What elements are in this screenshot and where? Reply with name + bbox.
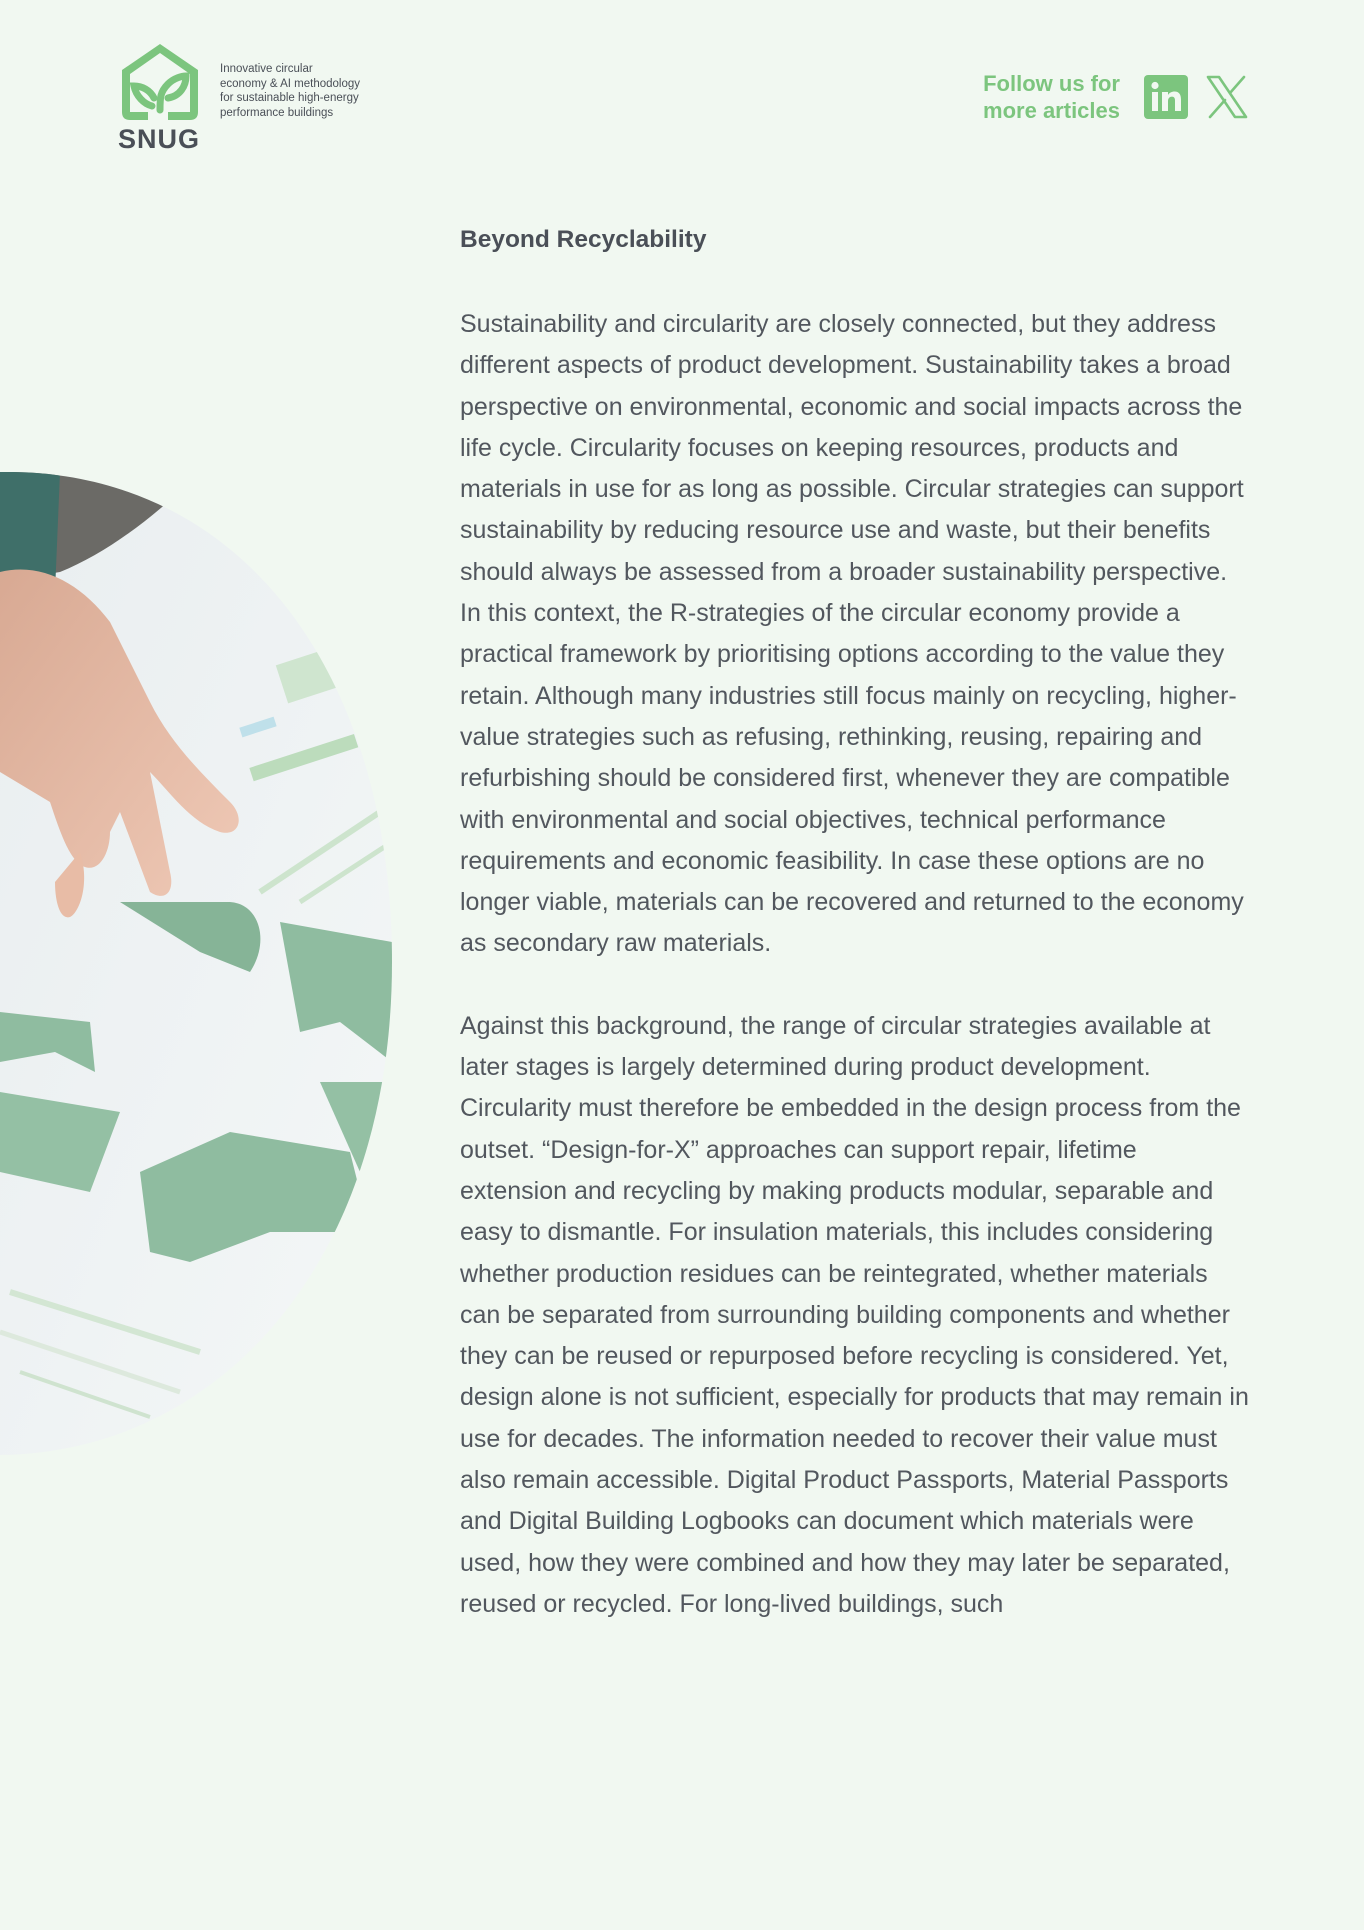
tagline-line: performance buildings <box>220 106 334 119</box>
hero-photo <box>0 472 392 1455</box>
tagline-line: economy & AI methodology <box>220 77 360 90</box>
follow-line-1: Follow us for <box>983 71 1120 96</box>
brand-name: SNUG <box>118 124 201 154</box>
follow-text <box>950 70 1120 124</box>
tagline-line: Innovative circular <box>220 63 313 75</box>
article <box>460 226 1250 1666</box>
article-heading: Beyond Recyclability <box>460 226 707 253</box>
brand-tagline <box>220 62 420 120</box>
snug-logo-icon <box>116 40 204 158</box>
tagline-line: for sustainable high-energy <box>220 92 359 104</box>
brand-logo <box>116 40 420 158</box>
article-paragraph: Against this background, the range of circular strategies available at later stages is largely determined during product development. Circularity must therefore be embedded in the design process from the outset. “Design-for-X” approaches can support repair, lifetime extension and recycling by making products modular, separable and easy to dismantle. For insulation materials, this includes considering whether production residues can be reintegrated, whether materials can be separated from surrounding building components and whether they can be reused or repurposed before recycling is considered. Yet, design alone is not sufficient, especially for products that may remain in use for decades. The information needed to recover their value must also remain accessible. Digital Product Passports, Material Passports and Digital Building Logbooks can document which materials were used, how they were combined and how they may later be separated, reused or recycled. For long-lived buildings, such <box>460 1011 1249 1618</box>
linkedin-icon[interactable] <box>1144 75 1188 119</box>
follow-block <box>950 70 1248 124</box>
x-icon[interactable] <box>1206 75 1248 119</box>
follow-line-2: more articles <box>983 98 1120 123</box>
article-paragraph: Sustainability and circularity are closely connected, but they address different aspects of product development. Sustainability takes a broad perspective on environmental, economic and social impacts across the life cycle. Circularity focuses on keeping resources, products and materials in use for as long as possible. Circular strategies can support sustainability by reducing resource use and waste, but their benefits should always be assessed from a broader sustainability perspective. In this context, the R-strategies of the circular economy provide a practical framework by prioritising options according to the value they retain. Although many industries still focus mainly on recycling, higher-value strategies such as refusing, rethinking, reusing, repairing and refurbishing should be considered first, whenever they are compatible with environmental and social objectives, technical performance requirements and economic feasibility. In case these options are no longer viable, materials can be recovered and returned to the economy as secondary raw materials. <box>460 310 1244 958</box>
